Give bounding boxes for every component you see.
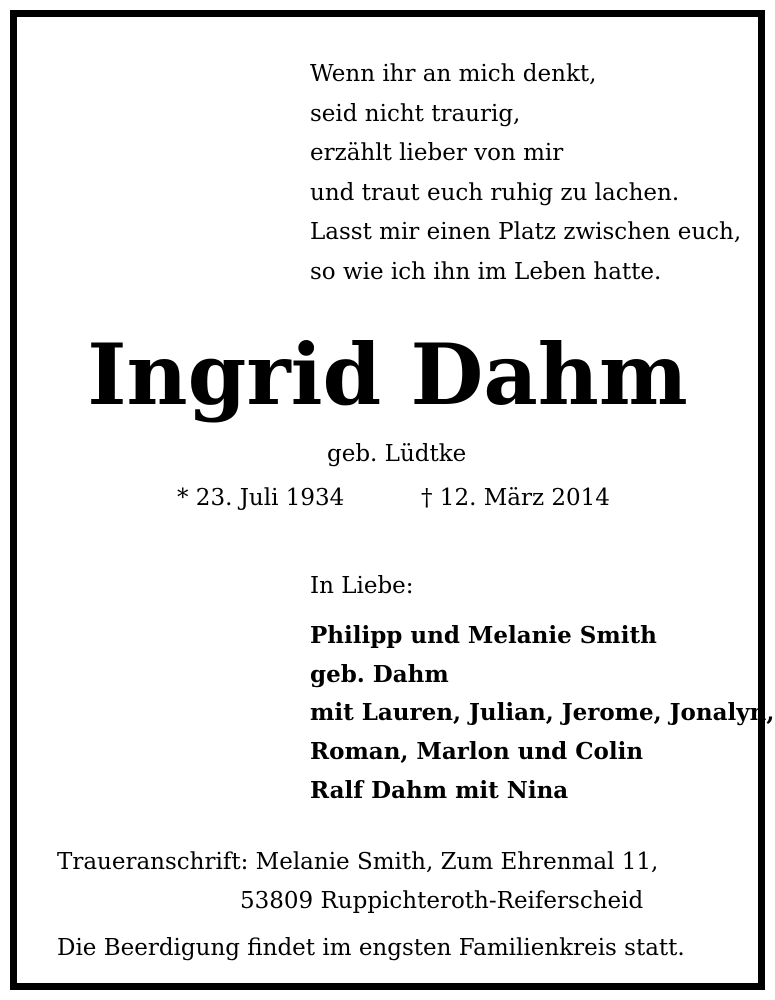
mourning-address-line2: 53809 Ruppichteroth-Reiferscheid xyxy=(240,888,644,914)
poem-line: so wie ich ihn im Leben hatte. xyxy=(310,258,662,285)
mourner-line: Roman, Marlon und Colin xyxy=(310,738,644,766)
poem-line: erzählt lieber von mir xyxy=(310,140,564,167)
maiden-name: geb. Lüdtke xyxy=(327,441,467,467)
mourner-line: Philipp und Melanie Smith xyxy=(310,622,657,649)
funeral-note: Die Beerdigung findet im engsten Familienkreis statt. xyxy=(57,935,685,961)
obituary-frame xyxy=(10,10,775,990)
mourner-line: Ralf Dahm mit Nina xyxy=(310,776,569,804)
poem-line: seid nicht traurig, xyxy=(310,100,521,127)
birth-date: * 23. Juli 1934 xyxy=(177,485,345,511)
deceased-name: Ingrid Dahm xyxy=(87,325,688,424)
death-date: † 12. März 2014 xyxy=(421,485,610,511)
poem xyxy=(310,55,741,293)
poem-line: Wenn ihr an mich denkt, xyxy=(310,61,597,87)
poem-line: Lasst mir einen Platz zwischen euch, xyxy=(310,219,742,246)
mourner-line: geb. Dahm xyxy=(310,660,449,688)
poem-line: und traut euch ruhig zu lachen. xyxy=(310,179,680,206)
mourner-line: mit Lauren, Julian, Jerome, Jonalyn, xyxy=(310,699,775,727)
mourners-list xyxy=(310,617,774,811)
mourning-address-line1: Traueranschrift: Melanie Smith, Zum Ehrenmal 11, xyxy=(57,849,659,875)
mourners-intro: In Liebe: xyxy=(310,573,414,599)
